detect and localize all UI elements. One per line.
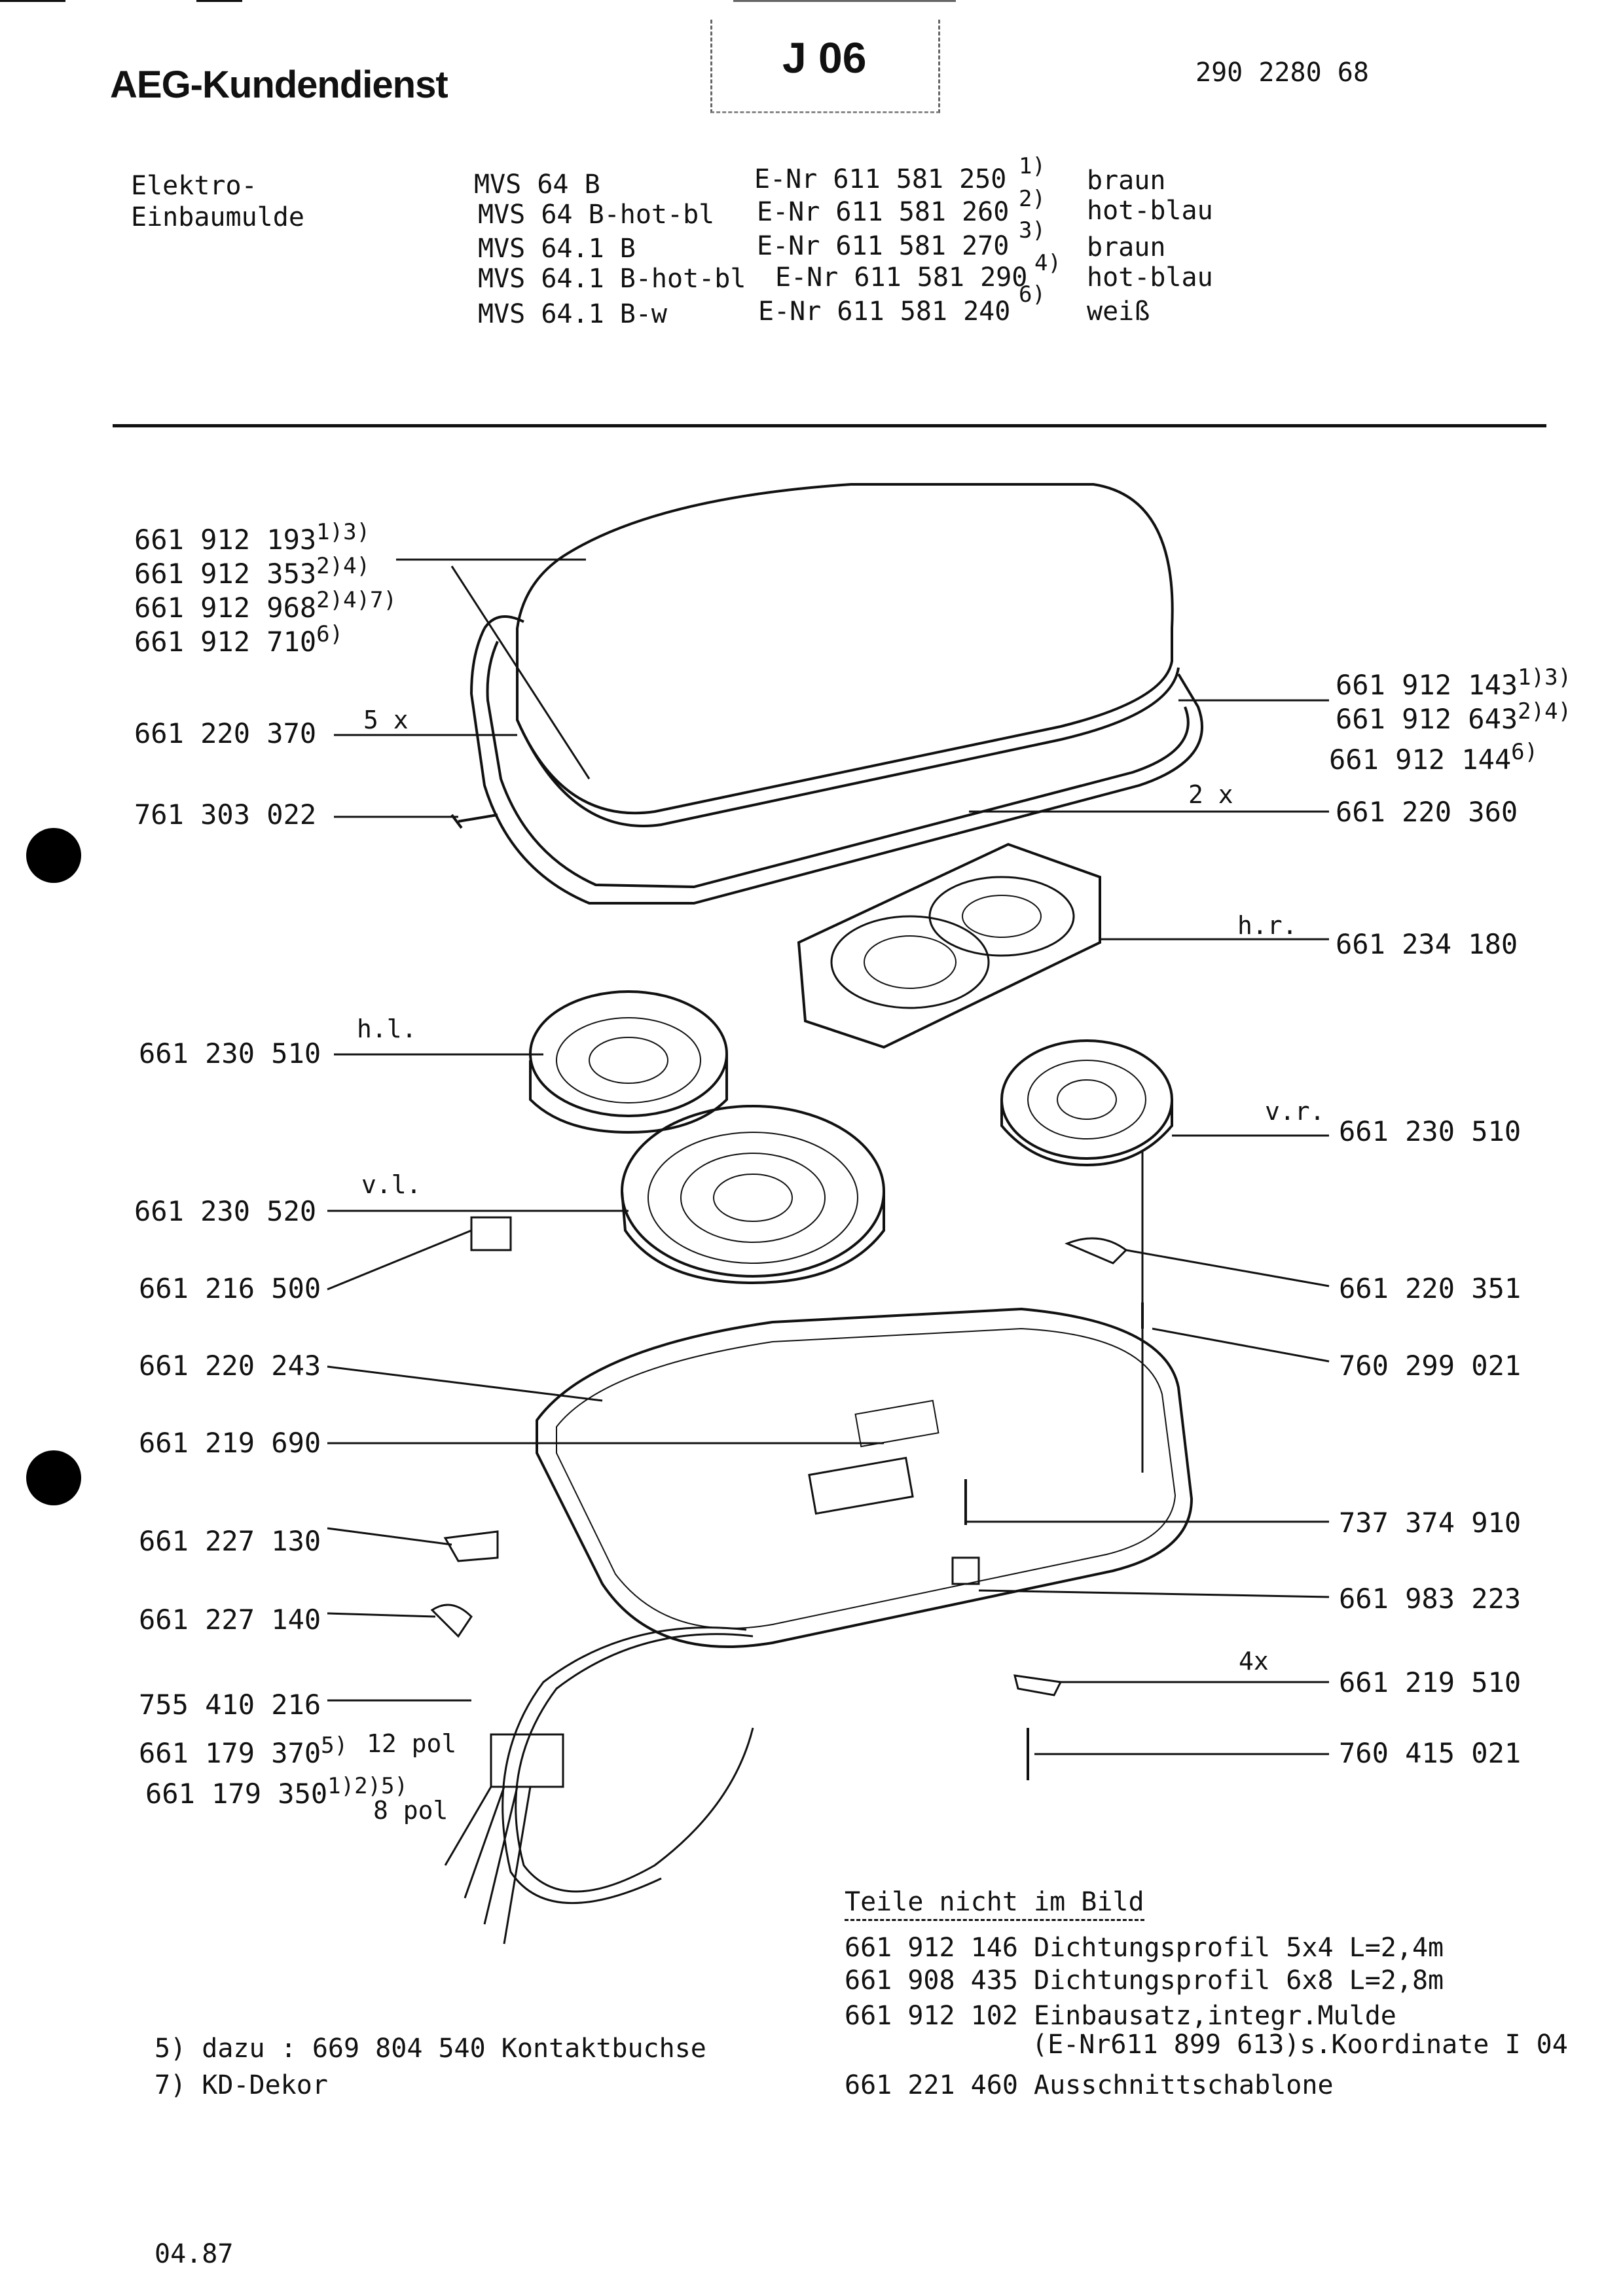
qty-label: 5 x xyxy=(363,706,409,734)
model-color: hot-blau xyxy=(1087,262,1213,293)
base-tray-inner xyxy=(556,1329,1175,1628)
part-number: 661 230 510 xyxy=(139,1037,321,1069)
part-number: 661 220 370 xyxy=(134,717,317,749)
part-number: 661 912 710$^{6)}$ xyxy=(134,621,344,658)
screw-left xyxy=(452,815,498,828)
not-shown-item: 661 912 146 Dichtungsprofil 5x4 L=2,4m xyxy=(845,1933,1444,1963)
clip-661220351 xyxy=(1067,1238,1126,1263)
model-name: MVS 64.1 B-w xyxy=(478,299,667,329)
category-line-1: Elektro- xyxy=(131,171,257,201)
model-color: braun xyxy=(1087,232,1166,262)
position-label: h.l. xyxy=(357,1014,417,1043)
part-number: 737 374 910 xyxy=(1339,1507,1522,1539)
heating-element-rear-left xyxy=(530,992,727,1116)
part-number: 661 234 180 xyxy=(1336,928,1518,960)
part-number: 755 410 216 xyxy=(139,1689,321,1721)
part-number: 661 912 $968^{2)4)7)}$ xyxy=(134,587,397,624)
connector-block xyxy=(471,1217,511,1250)
rear-right-ring-2 xyxy=(930,877,1074,956)
not-shown-item: (E-Nr611 899 613)s.Koordinate I 04 xyxy=(1032,2030,1568,2060)
model-enr: E-Nr 611 581 250 xyxy=(754,164,1007,194)
section-code: J 06 xyxy=(782,33,867,82)
footnote-7: 7) KD-Dekor xyxy=(155,2070,328,2100)
part-number: 661 230 520 xyxy=(134,1195,317,1227)
qty-label: 4x xyxy=(1239,1647,1269,1676)
model-note: 1) xyxy=(1019,153,1046,179)
part-number: 661 216 500 xyxy=(139,1272,321,1304)
pol-label: 12 pol xyxy=(367,1729,457,1758)
clip-661219510 xyxy=(1015,1676,1061,1695)
model-note: 6) xyxy=(1019,281,1046,308)
punch-hole-upper xyxy=(26,828,81,883)
part-number: 761 303 022 xyxy=(134,798,317,831)
part-number: 661 219 510 xyxy=(1339,1666,1522,1698)
model-name: MVS 64 B xyxy=(474,170,600,200)
model-enr: E-Nr 611 581 270 xyxy=(757,231,1010,261)
document-number: 290 2280 68 xyxy=(1195,58,1369,88)
part-number: 661 912 $143^{1)3)}$ xyxy=(1336,664,1572,701)
glass-cooktop xyxy=(517,484,1173,813)
not-shown-item: 661 908 435 Dichtungsprofil 6x8 L=2,8m xyxy=(845,1965,1444,1996)
part-number: 661 179 370$^{5)}$ xyxy=(139,1732,348,1769)
footnote-5: 5) dazu : 669 804 540 Kontaktbuchse xyxy=(155,2034,706,2064)
part-number: 661 219 690 xyxy=(139,1427,321,1459)
bracket-661227130 xyxy=(445,1532,498,1561)
model-enr: E-Nr 611 581 260 xyxy=(757,197,1010,227)
model-name: MVS 64.1 B-hot-bl xyxy=(478,264,746,294)
not-shown-title: Teile nicht im Bild xyxy=(845,1885,1144,1921)
part-number: 661 912 144$^{6)}$ xyxy=(1329,739,1539,776)
part-number: 661 983 223 xyxy=(1339,1583,1522,1615)
heating-element-rear-right xyxy=(799,844,1100,1047)
part-number: 760 415 021 xyxy=(1339,1737,1522,1769)
bracket-661227140 xyxy=(432,1605,471,1636)
part-number: 661 220 351 xyxy=(1339,1272,1522,1304)
position-label: v.l. xyxy=(361,1170,422,1199)
cable-harness xyxy=(516,1634,753,1892)
part-number: 661 227 140 xyxy=(139,1604,321,1636)
model-enr: E-Nr 611 581 290 xyxy=(775,262,1028,293)
part-number: 661 230 510 xyxy=(1339,1115,1522,1147)
qty-label: 2 x xyxy=(1188,780,1233,809)
part-number: 661 912 $353^{2)4)}$ xyxy=(134,553,371,590)
position-label: v.r. xyxy=(1265,1097,1325,1126)
not-shown-item: 661 221 460 Ausschnittschablone xyxy=(845,2070,1334,2100)
part-number: 661 912 $643^{2)4)}$ xyxy=(1336,698,1572,735)
part-number: 661 179 $350^{1)2)5)}$ xyxy=(145,1773,408,1810)
model-enr: E-Nr 611 581 240 xyxy=(758,296,1011,327)
model-name: MVS 64.1 B xyxy=(478,234,636,264)
pol-label: 8 pol xyxy=(373,1796,448,1825)
clip-661983223 xyxy=(953,1558,979,1584)
frame-ring-inner xyxy=(488,641,1188,887)
brand-title: AEG-Kundendienst xyxy=(110,63,448,106)
model-note: 4) xyxy=(1034,250,1061,276)
category-line-2: Einbaumulde xyxy=(131,202,304,232)
part-number: 661 227 130 xyxy=(139,1525,321,1557)
model-color: braun xyxy=(1087,166,1166,196)
base-cutout xyxy=(809,1458,913,1513)
part-number: 760 299 021 xyxy=(1339,1350,1522,1382)
model-note: 3) xyxy=(1019,217,1046,243)
part-number: 661 220 243 xyxy=(139,1350,321,1382)
model-name: MVS 64 B-hot-bl xyxy=(478,200,715,230)
part-number: 661 220 360 xyxy=(1336,796,1518,828)
punch-hole-lower xyxy=(26,1450,81,1505)
model-color: hot-blau xyxy=(1087,196,1213,226)
part-number: 661 912 $193^{1)3)}$ xyxy=(134,519,371,556)
rear-right-ring-1 xyxy=(831,916,989,1008)
model-note: 2) xyxy=(1019,186,1046,212)
position-label: h.r. xyxy=(1237,911,1298,940)
footer-date: 04.87 xyxy=(155,2239,234,2269)
model-color: weiß xyxy=(1087,296,1150,327)
not-shown-item: 661 912 102 Einbausatz,integr.Mulde xyxy=(845,2001,1396,2031)
